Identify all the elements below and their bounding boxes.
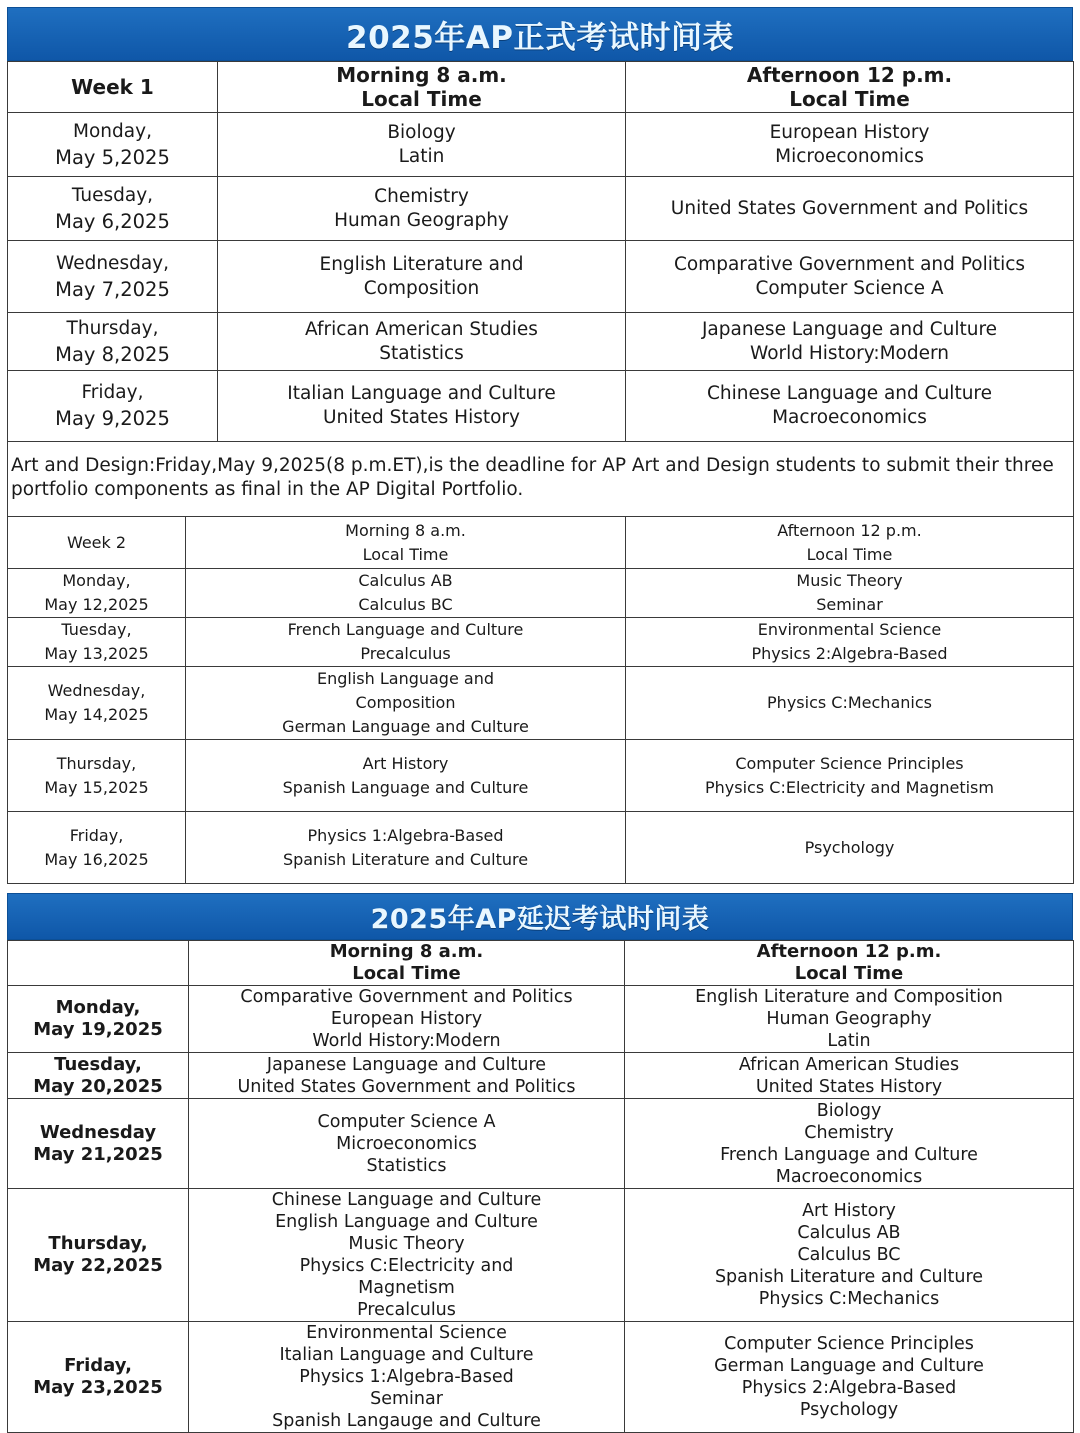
morning-exams-cell [186, 740, 626, 812]
cell-line: Physics C:Mechanics [767, 693, 932, 712]
week1-header-row [8, 62, 1074, 113]
cell-line: Environmental Science [306, 1323, 507, 1343]
cell-line: Morning 8 a.m. [336, 63, 507, 87]
cell-line: Computer Science Principles [724, 1334, 974, 1354]
table-row [8, 618, 1074, 667]
table-row [8, 241, 1074, 313]
cell-line: Biology [387, 121, 456, 143]
cell-line: African American Studies [305, 318, 538, 340]
cell-line: Calculus BC [358, 595, 453, 614]
cell-line: Computer Science A [755, 277, 944, 299]
cell-line: Seminar [816, 595, 883, 614]
cell-line: English Language and [316, 669, 494, 688]
cell-line: Chemistry [374, 185, 469, 207]
table-row [8, 1053, 1074, 1099]
afternoon-exams-cell [626, 569, 1074, 618]
week2-header-row [8, 517, 1074, 569]
cell-line: French Language and Culture [720, 1144, 978, 1165]
cell-line: Latin [827, 1031, 871, 1051]
table-row [8, 812, 1074, 884]
afternoon-exams-cell [625, 1099, 1074, 1189]
morning-exams-cell [218, 313, 626, 371]
cell-line: World History:Modern [312, 1031, 501, 1051]
cell-line: Statistics [366, 1155, 447, 1176]
cell-line: Thursday, [56, 753, 137, 773]
table-row [8, 1322, 1074, 1433]
cell-line: Microeconomics [775, 145, 924, 167]
cell-line: May 15,2025 [44, 777, 149, 797]
cell-line: Friday, [81, 382, 144, 403]
cell-line: World History:Modern [749, 342, 949, 364]
cell-line: Music Theory [348, 1234, 465, 1254]
day-cell [8, 1322, 189, 1433]
cell-line: May 14,2025 [44, 705, 149, 724]
afternoon-exams-cell [626, 618, 1074, 667]
cell-line: May 12,2025 [44, 595, 149, 614]
afternoon-exams-cell [625, 986, 1074, 1053]
art-design-note-row [8, 442, 1074, 517]
cell-line: Afternoon 12 p.m. [746, 63, 953, 87]
cell-line: United States Government and Politics [237, 1076, 576, 1097]
afternoon-exams-cell [626, 177, 1074, 241]
cell-line: German Language and Culture [282, 717, 529, 736]
table-row [8, 667, 1074, 740]
morning-exams-cell [218, 371, 626, 442]
table-row [8, 371, 1074, 442]
cell-line: Japanese Language and Culture [701, 318, 998, 340]
cell-line: May 13,2025 [44, 644, 149, 663]
cell-line: Chinese Language and Culture [271, 1190, 542, 1210]
cell-line: May 16,2025 [44, 849, 149, 869]
cell-line: English Literature and Composition [695, 987, 1003, 1007]
morning-exams-cell [186, 569, 626, 618]
cell-line: Calculus AB [797, 1223, 901, 1243]
regular-exam-title: 2025年AP正式考试时间表 [346, 19, 734, 56]
table-row [8, 986, 1074, 1053]
afternoon-exams-cell [625, 1322, 1074, 1433]
afternoon-exams-cell [626, 113, 1074, 177]
cell-line: Music Theory [796, 571, 903, 590]
cell-line: Spanish Langauge and Culture [272, 1411, 541, 1431]
cell-line: Spanish Language and Culture [282, 777, 529, 797]
cell-line: Monday, [62, 571, 131, 590]
cell-line: Comparative Government and Politics [673, 253, 1026, 275]
afternoon-exams-cell [626, 740, 1074, 812]
cell-line: Spanish Literature and Culture [282, 849, 529, 869]
morning-exams-cell [189, 986, 625, 1053]
cell-line: Biology [816, 1100, 882, 1121]
cell-line: Chinese Language and Culture [707, 383, 992, 404]
late-afternoon-header [625, 941, 1074, 986]
cell-line: European History [330, 1009, 483, 1029]
cell-line: Chemistry [804, 1122, 894, 1143]
day-cell [8, 1099, 189, 1189]
cell-line: Afternoon 12 p.m. [777, 520, 922, 540]
day-cell [8, 313, 218, 371]
cell-line: Friday, [69, 825, 124, 845]
cell-line: May 5,2025 [55, 145, 170, 169]
cell-line: Local Time [352, 963, 461, 984]
afternoon-exams-cell [625, 1053, 1074, 1099]
art-design-note: Art and Design:Friday,May 9,2025(8 p.m.ET),is the deadline for AP Art and Design students to submit their three portfolio components as final in the AP Digital Portfolio. [8, 442, 1074, 517]
table-row [8, 1189, 1074, 1322]
cell-line: United States Government and Politics [670, 197, 1029, 219]
cell-line: Computer Science A [317, 1111, 496, 1132]
cell-line: Latin [398, 145, 445, 167]
cell-line: Human Geography [766, 1009, 932, 1029]
cell-line: Seminar [370, 1389, 443, 1409]
afternoon-exams-cell [626, 812, 1074, 884]
morning-exams-cell [186, 667, 626, 740]
cell-line: Local Time [806, 544, 893, 564]
week2-label: Week 2 [8, 517, 186, 569]
cell-line: English Language and Culture [275, 1212, 538, 1232]
morning-exams-cell [189, 1053, 625, 1099]
cell-line: Computer Science Principles [735, 753, 964, 773]
cell-line: Macroeconomics [772, 407, 927, 428]
afternoon-exams-cell [626, 241, 1074, 313]
cell-line: Physics C:Electricity and [299, 1256, 514, 1276]
week1-morning-header [218, 62, 626, 113]
cell-line: United States History [323, 407, 520, 428]
day-cell [8, 569, 186, 618]
cell-line: Physics 2:Algebra-Based [741, 1378, 957, 1398]
cell-line: Microeconomics [336, 1133, 477, 1154]
cell-line: Tuesday, [61, 620, 132, 639]
cell-line: May 6,2025 [55, 209, 170, 233]
cell-line: Comparative Government and Politics [240, 987, 573, 1007]
cell-line: Local Time [362, 544, 449, 564]
cell-line: Physics C:Mechanics [758, 1289, 940, 1309]
day-cell [8, 740, 186, 812]
week2-table [7, 516, 1074, 884]
cell-line: Magnetism [358, 1278, 455, 1298]
week2-morning-header [186, 517, 626, 569]
cell-line: Physics 1:Algebra-Based [307, 825, 504, 845]
cell-line: Local Time [794, 963, 904, 984]
cell-line: May 22,2025 [33, 1255, 163, 1276]
cell-line: May 8,2025 [55, 342, 170, 366]
day-cell [8, 241, 218, 313]
cell-line: Local Time [789, 87, 910, 111]
morning-exams-cell [189, 1322, 625, 1433]
cell-line: Composition [363, 277, 480, 299]
afternoon-exams-cell [626, 313, 1074, 371]
week1-afternoon-header [626, 62, 1074, 113]
table-row [8, 313, 1074, 371]
cell-line: May 21,2025 [33, 1143, 163, 1165]
cell-line: Wednesday, [56, 252, 169, 274]
cell-line: Italian Language and Culture [287, 383, 556, 404]
day-cell [8, 667, 186, 740]
cell-line: Thursday, [48, 1233, 148, 1254]
day-cell [8, 1189, 189, 1322]
cell-line: Spanish Literature and Culture [714, 1267, 984, 1287]
cell-line: Human Geography [334, 209, 509, 231]
cell-line: Environmental Science [757, 620, 942, 639]
regular-exam-banner [7, 7, 1073, 61]
morning-exams-cell [186, 618, 626, 667]
cell-line: Japanese Language and Culture [266, 1054, 547, 1075]
cell-line: Macroeconomics [775, 1166, 923, 1187]
cell-line: Wednesday [39, 1121, 157, 1143]
late-exam-table [7, 940, 1074, 1433]
cell-line: Psychology [804, 837, 895, 857]
day-cell [8, 1053, 189, 1099]
cell-line: May 9,2025 [55, 407, 170, 430]
cell-line: May 19,2025 [33, 1019, 163, 1040]
cell-line: Tuesday, [54, 1053, 142, 1075]
cell-line: Monday, [55, 997, 141, 1018]
afternoon-exams-cell [626, 371, 1074, 442]
cell-line: Art History [362, 753, 449, 773]
day-cell [8, 113, 218, 177]
table-row [8, 177, 1074, 241]
cell-line: Afternoon 12 p.m. [756, 941, 942, 962]
cell-line: May 7,2025 [55, 277, 170, 301]
day-cell [8, 371, 218, 442]
cell-line: May 20,2025 [33, 1075, 163, 1097]
day-cell [8, 618, 186, 667]
week1-section [8, 62, 1074, 517]
cell-line: African American Studies [738, 1054, 960, 1075]
morning-exams-cell [218, 113, 626, 177]
cell-line: Monday, [73, 120, 152, 142]
cell-line: Wednesday, [47, 681, 146, 700]
table-row [8, 1099, 1074, 1189]
regular-exam-table [7, 61, 1074, 517]
late-morning-header [189, 941, 625, 986]
cell-line: United States History [755, 1076, 943, 1097]
week2-section [8, 517, 1074, 884]
cell-line: Physics 1:Algebra-Based [299, 1367, 514, 1387]
morning-exams-cell [189, 1189, 625, 1322]
cell-line: Morning 8 a.m. [329, 941, 484, 962]
day-cell [8, 177, 218, 241]
cell-line: Composition [355, 693, 456, 712]
cell-line: Precalculus [360, 644, 451, 663]
morning-exams-cell [218, 177, 626, 241]
table-row [8, 569, 1074, 618]
cell-line: Morning 8 a.m. [345, 520, 466, 540]
day-cell [8, 986, 189, 1053]
cell-line: Precalculus [357, 1300, 456, 1320]
cell-line: Art History [802, 1201, 896, 1221]
cell-line: Statistics [379, 342, 464, 364]
table-row [8, 113, 1074, 177]
cell-line: Psychology [799, 1400, 899, 1420]
cell-line: Italian Language and Culture [279, 1345, 534, 1365]
cell-line: Thursday, [66, 317, 159, 339]
week2-afternoon-header [626, 517, 1074, 569]
cell-line: Local Time [361, 87, 482, 111]
cell-line: Friday, [64, 1355, 132, 1376]
cell-line: English Literature and [319, 253, 524, 275]
morning-exams-cell [186, 812, 626, 884]
cell-line: Physics C:Electricity and Magnetism [705, 777, 994, 797]
late-exam-title: 2025年AP延迟考试时间表 [370, 904, 710, 935]
morning-exams-cell [189, 1099, 625, 1189]
late-exam-banner [7, 893, 1073, 940]
week1-label: Week 1 [8, 62, 218, 113]
late-corner-cell [8, 941, 189, 986]
cell-line: Physics 2:Algebra-Based [751, 644, 948, 663]
cell-line: Calculus BC [797, 1245, 901, 1265]
cell-line: Calculus AB [358, 571, 453, 590]
cell-line: German Language and Culture [714, 1356, 984, 1376]
late-header-row [8, 941, 1074, 986]
afternoon-exams-cell [625, 1189, 1074, 1322]
table-row [8, 740, 1074, 812]
afternoon-exams-cell [626, 667, 1074, 740]
day-cell [8, 812, 186, 884]
cell-line: French Language and Culture [287, 620, 524, 639]
morning-exams-cell [218, 241, 626, 313]
cell-line: Tuesday, [71, 184, 154, 206]
cell-line: European History [769, 121, 930, 143]
cell-line: May 23,2025 [33, 1377, 163, 1398]
